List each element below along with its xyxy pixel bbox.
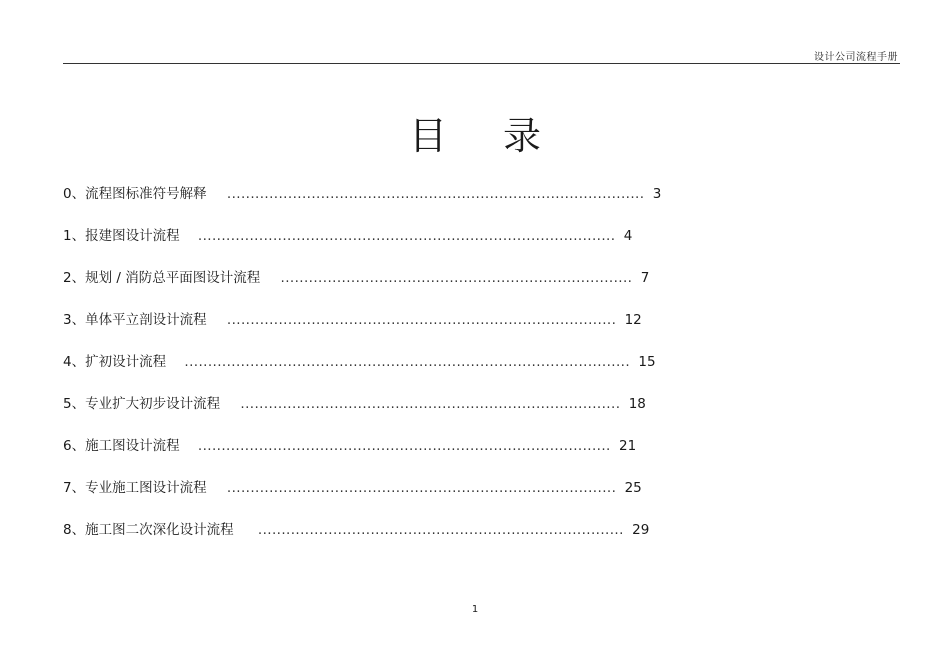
toc-entry-label: 5、专业扩大初步设计流程 xyxy=(63,396,221,412)
table-of-contents xyxy=(63,181,663,559)
page-number: 1 xyxy=(471,604,479,615)
toc-entry[interactable] xyxy=(63,433,663,475)
toc-entry-label: 2、规划 / 消防总平面图设计流程 xyxy=(63,270,261,286)
toc-entry[interactable] xyxy=(63,391,663,433)
toc-entry-page: 4 xyxy=(623,228,633,244)
toc-entry-label: 3、单体平立剖设计流程 xyxy=(63,312,207,328)
toc-leader-dots: ................................................................................... xyxy=(226,312,617,328)
toc-leader-dots: ......................................................................................... xyxy=(226,186,645,202)
title-char-2: 录 xyxy=(502,114,541,158)
toc-leader-dots: ............................................................................................... xyxy=(184,354,631,370)
toc-entry-label: 0、流程图标准符号解释 xyxy=(63,186,207,202)
toc-entry-page: 18 xyxy=(628,396,646,412)
toc-entry-page: 15 xyxy=(638,354,656,370)
header-divider xyxy=(63,63,900,64)
toc-entry[interactable] xyxy=(63,265,663,307)
toc-entry[interactable] xyxy=(63,475,663,517)
toc-entry-page: 12 xyxy=(624,312,642,328)
toc-leader-dots: ........................................................................................ xyxy=(197,438,611,454)
toc-leader-dots: ........................................................................... xyxy=(280,270,633,286)
toc-entry[interactable] xyxy=(63,181,663,223)
toc-entry-label: 4、扩初设计流程 xyxy=(63,354,167,370)
toc-leader-dots: ................................................................................. xyxy=(240,396,621,412)
toc-entry-label: 6、施工图设计流程 xyxy=(63,438,180,454)
toc-entry-page: 3 xyxy=(652,186,662,202)
running-header: 设计公司流程手册 xyxy=(814,52,898,63)
toc-entry-page: 7 xyxy=(640,270,650,286)
toc-entry[interactable] xyxy=(63,307,663,349)
toc-entry[interactable] xyxy=(63,349,663,391)
toc-entry-page: 21 xyxy=(619,438,637,454)
toc-leader-dots: .............................................................................. xyxy=(257,522,624,538)
toc-leader-dots: ......................................................................................... xyxy=(197,228,616,244)
toc-entry-label: 1、报建图设计流程 xyxy=(63,228,180,244)
page-title xyxy=(0,110,950,162)
toc-entry[interactable] xyxy=(63,517,663,559)
toc-entry[interactable] xyxy=(63,223,663,265)
toc-entry-page: 29 xyxy=(632,522,650,538)
title-char-1: 目 xyxy=(408,114,447,158)
toc-entry-label: 8、施工图二次深化设计流程 xyxy=(63,522,234,538)
toc-leader-dots: ................................................................................... xyxy=(226,480,617,496)
toc-entry-label: 7、专业施工图设计流程 xyxy=(63,480,207,496)
toc-entry-page: 25 xyxy=(624,480,642,496)
